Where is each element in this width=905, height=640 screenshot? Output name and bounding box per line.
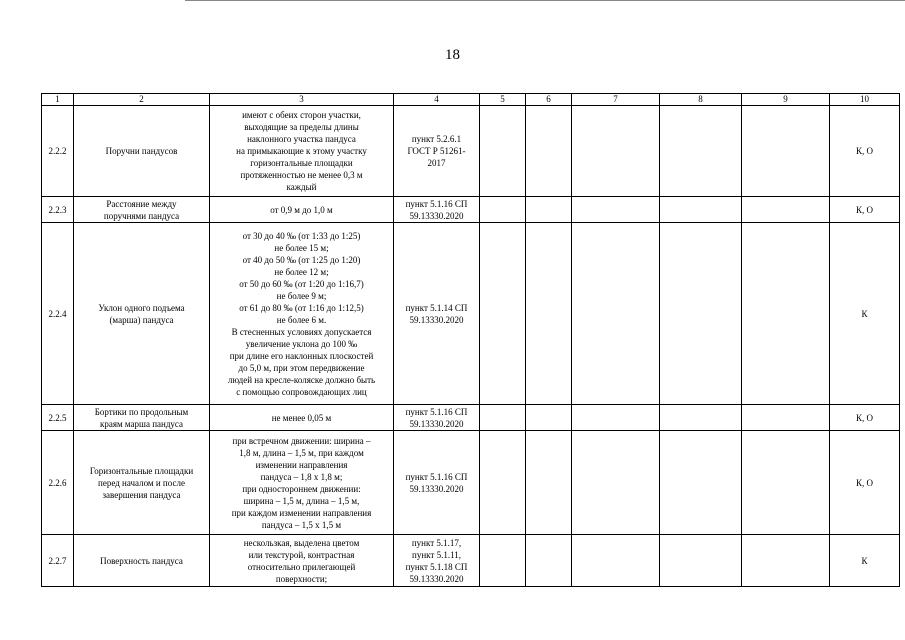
empty-cell	[480, 405, 526, 431]
parameter-name: Горизонтальные площадки перед началом и после завершения пандуса	[74, 431, 210, 535]
parameter-name: Поверхность пандуса	[74, 535, 210, 587]
column-number-header: 6	[526, 94, 572, 106]
empty-cell	[572, 535, 660, 587]
empty-cell	[572, 197, 660, 223]
parameter-name: Поручни пандусов	[74, 106, 210, 197]
empty-cell	[660, 405, 742, 431]
empty-cell	[660, 223, 742, 405]
empty-cell	[660, 197, 742, 223]
requirement-text: не менее 0,05 м	[210, 405, 394, 431]
normative-reference: пункт 5.1.14 СП 59.13330.2020	[394, 223, 480, 405]
empty-cell	[526, 431, 572, 535]
empty-cell	[480, 197, 526, 223]
column-number-header: 1	[42, 94, 74, 106]
requirement-text: имеют с обеих сторон участки, выходящие за пределы длины наклонного участка пандуса на примыкающие к этому участку горизонтальные площадки протяженностью не менее 0,3 м каждый	[210, 106, 394, 197]
page-number: 18	[445, 47, 460, 63]
control-mark: К, О	[830, 197, 900, 223]
empty-cell	[742, 431, 830, 535]
empty-cell	[572, 106, 660, 197]
requirement-text: при встречном движении: ширина – 1,8 м, длина – 1,5 м, при каждом изменении направления пандуса – 1,8 х 1,8 м; при одностороннем движении: ширина – 1,5 м, длина – 1,5 м, при каждом изменении направления пандуса – 1,5 х 1,5 м	[210, 431, 394, 535]
table-row	[42, 535, 900, 587]
control-mark: К, О	[830, 431, 900, 535]
table-row	[42, 223, 900, 405]
table-row	[42, 197, 900, 223]
empty-cell	[480, 535, 526, 587]
normative-reference: пункт 5.1.16 СП 59.13330.2020	[394, 431, 480, 535]
row-number: 2.2.3	[42, 197, 74, 223]
column-number-header: 10	[830, 94, 900, 106]
empty-cell	[742, 405, 830, 431]
control-mark: К, О	[830, 405, 900, 431]
control-mark: К, О	[830, 106, 900, 197]
parameter-name: Бортики по продольным краям марша пандуса	[74, 405, 210, 431]
row-number: 2.2.5	[42, 405, 74, 431]
page-top-edge-line	[185, 0, 905, 1]
column-number-header: 7	[572, 94, 660, 106]
empty-cell	[526, 535, 572, 587]
requirement-text: от 0,9 м до 1,0 м	[210, 197, 394, 223]
requirement-text: нескользкая, выделена цветом или текстурой, контрастная относительно прилегающей поверхности;	[210, 535, 394, 587]
table-header-row	[42, 94, 900, 106]
empty-cell	[526, 405, 572, 431]
table-row	[42, 431, 900, 535]
parameter-name: Уклон одного подъема (марша) пандуса	[74, 223, 210, 405]
empty-cell	[660, 535, 742, 587]
column-number-header: 2	[74, 94, 210, 106]
column-number-header: 8	[660, 94, 742, 106]
requirement-text: от 30 до 40 ‰ (от 1:33 до 1:25) не более 15 м; от 40 до 50 ‰ (от 1:25 до 1:20) не более 12 м; от 50 до 60 ‰ (от 1:20 до 1:16,7) не более 9 м; от 61 до 80 ‰ (от 1:16 до 1:12,5) не более 6 м. В стесненных условиях допускается увеличение уклона до 100 ‰ при длине его наклонных плоскостей до 5,0 м, при этом передвижение людей на кресле-коляске должно быть с помощью сопровождающих лиц	[210, 223, 394, 405]
normative-reference: пункт 5.1.16 СП 59.13330.2020	[394, 405, 480, 431]
empty-cell	[742, 197, 830, 223]
empty-cell	[572, 431, 660, 535]
column-number-header: 9	[742, 94, 830, 106]
control-mark: К	[830, 223, 900, 405]
empty-cell	[526, 223, 572, 405]
empty-cell	[660, 431, 742, 535]
normative-reference: пункт 5.2.6.1 ГОСТ Р 51261- 2017	[394, 106, 480, 197]
empty-cell	[572, 223, 660, 405]
empty-cell	[742, 535, 830, 587]
empty-cell	[480, 106, 526, 197]
column-number-header: 5	[480, 94, 526, 106]
table-row	[42, 405, 900, 431]
empty-cell	[660, 106, 742, 197]
empty-cell	[742, 223, 830, 405]
empty-cell	[572, 405, 660, 431]
empty-cell	[480, 431, 526, 535]
normative-reference: пункт 5.1.17, пункт 5.1.11, пункт 5.1.18 СП 59.13330.2020	[394, 535, 480, 587]
empty-cell	[480, 223, 526, 405]
row-number: 2.2.7	[42, 535, 74, 587]
parameter-name: Расстояние между поручнями пандуса	[74, 197, 210, 223]
empty-cell	[526, 197, 572, 223]
empty-cell	[742, 106, 830, 197]
row-number: 2.2.6	[42, 431, 74, 535]
normative-reference: пункт 5.1.16 СП 59.13330.2020	[394, 197, 480, 223]
checklist-table	[41, 93, 900, 587]
empty-cell	[526, 106, 572, 197]
row-number: 2.2.4	[42, 223, 74, 405]
column-number-header: 3	[210, 94, 394, 106]
column-number-header: 4	[394, 94, 480, 106]
table-row	[42, 106, 900, 197]
row-number: 2.2.2	[42, 106, 74, 197]
control-mark: К	[830, 535, 900, 587]
